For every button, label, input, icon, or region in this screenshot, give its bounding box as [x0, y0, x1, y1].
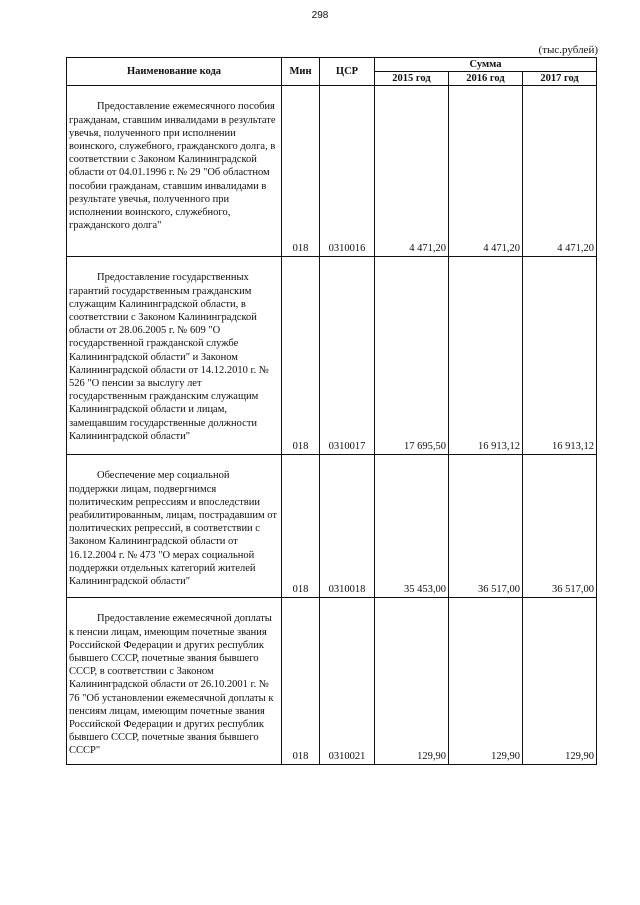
row-name-cell: [67, 86, 282, 257]
header-name: Наименование кода: [67, 58, 282, 86]
header-sum: Сумма: [375, 58, 597, 72]
header-2017: 2017 год: [523, 72, 597, 86]
page-number: 298: [311, 10, 329, 21]
table-row: [67, 86, 597, 257]
row-min: 018: [282, 86, 320, 257]
header-min: Мин: [282, 58, 320, 86]
row-name: Предоставление государственных гарантий государственным гражданским служащим Калининградской области, в соответствии с Законом Калининградской области от 28.06.2005 г. № 609 "О государственной гражданской службе Калининградской области" и Законом Калининградской области от 14.12.2010 г. № 526 "О пенсии за выслугу лет государственным гражданским служащим Калининградской области и лицам, замещавшим государственные должности Калининградской области": [69, 272, 269, 442]
row-2017: 16 913,12: [523, 257, 597, 455]
header-2016: 2016 год: [449, 72, 523, 86]
row-csr: 0310016: [320, 86, 375, 257]
budget-table: [66, 57, 597, 765]
row-min: 018: [282, 257, 320, 455]
row-2017: 4 471,20: [523, 86, 597, 257]
row-2016: 36 517,00: [449, 455, 523, 598]
header-2015: 2015 год: [375, 72, 449, 86]
row-name: Обеспечение мер социальной поддержки лицам, подвергнимся политическим репрессиям и впоследствии реабилитированным, лицам, пострадавшим от политических репрессий, в соответствии с Законом Калининградской области от 16.12.2004 г. № 473 "О мерах социальной поддержки отдельных категорий жителей Калининградской области": [69, 470, 277, 588]
row-2015: 4 471,20: [375, 86, 449, 257]
units-label: (тыс.рублей): [538, 44, 598, 56]
row-2015: 17 695,50: [375, 257, 449, 455]
row-min: 018: [282, 455, 320, 598]
row-2015: 129,90: [375, 598, 449, 765]
row-2015: 35 453,00: [375, 455, 449, 598]
row-name-cell: [67, 257, 282, 455]
row-2017: 36 517,00: [523, 455, 597, 598]
row-csr: 0310018: [320, 455, 375, 598]
row-min: 018: [282, 598, 320, 765]
row-2016: 129,90: [449, 598, 523, 765]
row-name-cell: [67, 455, 282, 598]
table-row: [67, 598, 597, 765]
row-name-cell: [67, 598, 282, 765]
row-2017: 129,90: [523, 598, 597, 765]
row-csr: 0310021: [320, 598, 375, 765]
row-name: Предоставление ежемесячной доплаты к пенсии лицам, имеющим почетные звания Российской Федерации и других республик бывшего СССР, почетные звания бывшего СССР, в соответствии с Законом Калининградской области от 26.10.2001 г. № 76 "Об установлении ежемесячной доплаты к пенсиям лицам, имеющим почетные звания Российской Федерации и других республик бывшего СССР, почетные звания бывшего СССР": [69, 613, 274, 757]
header-csr: ЦСР: [320, 58, 375, 86]
table-row: [67, 257, 597, 455]
row-2016: 16 913,12: [449, 257, 523, 455]
table-row: [67, 455, 597, 598]
row-csr: 0310017: [320, 257, 375, 455]
row-name: Предоставление ежемесячного пособия гражданам, ставшим инвалидами в результате увечья, полученного при исполнении воинского, служебного, гражданского долга, в соответствии с Законом Калининградской области от 04.01.1996 г. № 29 "Об областном пособии гражданам, ставшим инвалидами в результате увечья, полученного при исполнении воинского, служебного, гражданского долга": [69, 101, 276, 232]
row-2016: 4 471,20: [449, 86, 523, 257]
